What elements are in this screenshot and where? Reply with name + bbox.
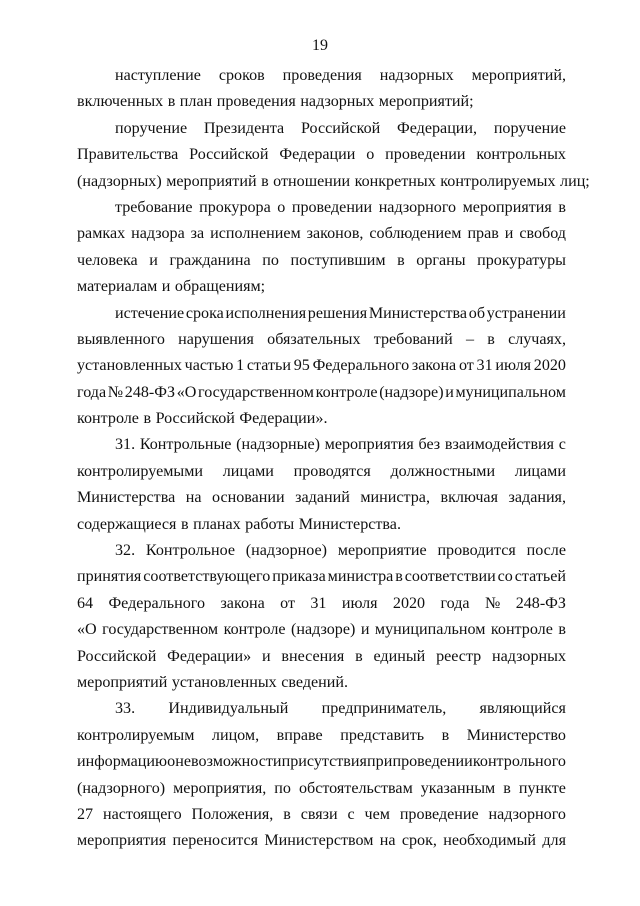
text-line: (надзорного) мероприятия, по обстоятельствам указанным в пункте: [77, 779, 566, 797]
text-line: информацию о невозможности присутствия при проведении контрольного: [77, 753, 566, 771]
paragraph-p6: [77, 538, 566, 696]
text-line: контролируемыми лицами проводятся должностными лицами: [77, 462, 566, 480]
paragraph-p2: [77, 116, 590, 195]
paragraph-p7: [77, 696, 566, 854]
page-number: 19: [312, 37, 328, 54]
text-line: установленных частью 1 статьи 95 Федерального закона от 31 июля 2020: [77, 357, 566, 375]
text-line: 32. Контрольное (надзорное) мероприятие проводится после: [115, 542, 566, 560]
text-line: поручение Президента Российской Федерации, поручение: [115, 119, 566, 137]
text-line: контролируемым лицом, вправе представить в Министерство: [77, 726, 566, 744]
text-line: Российской Федерации» и внесения в единый реестр надзорных: [77, 647, 566, 665]
text-line: Правительства Российской Федерации о проведении контрольных: [77, 146, 566, 164]
text-line: требование прокурора о проведении надзорного мероприятия в: [115, 198, 566, 216]
text-line: контроле в Российской Федерации».: [77, 410, 328, 428]
paragraph-p4: [77, 301, 566, 433]
paragraph-p5: [77, 432, 566, 538]
text-line: включенных в план проведения надзорных мероприятий;: [77, 93, 474, 111]
text-line: принятия соответствующего приказа министра в соответствии со статьей: [77, 568, 566, 586]
text-line: содержащиеся в планах работы Министерства.: [77, 515, 401, 533]
text-line: 33. Индивидуальный предприниматель, являющийся: [115, 700, 566, 718]
text-line: 31. Контрольные (надзорные) мероприятия без взаимодействия с: [115, 436, 566, 454]
text-line: выявленного нарушения обязательных требований – в случаях,: [77, 330, 566, 348]
text-line: «О государственном контроле (надзоре) и муниципальном контроле в: [77, 621, 566, 639]
text-line: мероприятия переносится Министерством на срок, необходимый для: [77, 832, 566, 850]
text-line: года № 248-ФЗ «О государственном контроле (надзоре) и муниципальном: [77, 383, 566, 401]
text-line: наступление сроков проведения надзорных мероприятий,: [115, 67, 566, 84]
text-line: мероприятий установленных сведений.: [77, 673, 349, 691]
paragraph-p3: [77, 195, 566, 301]
text-line: Министерства на основании заданий министра, включая задания,: [77, 489, 566, 507]
text-line: (надзорных) мероприятий в отношении конкретных контролируемых лиц;: [77, 172, 590, 190]
text-line: материалам и обращениям;: [77, 278, 266, 296]
text-line: 27 настоящего Положения, в связи с чем проведение надзорного: [77, 805, 566, 823]
paragraph-p1: [77, 63, 566, 116]
text-line: рамках надзора за исполнением законов, соблюдением прав и свобод: [77, 225, 566, 243]
text-line: истечение срока исполнения решения Министерства об устранении: [115, 304, 566, 322]
text-line: 64 Федерального закона от 31 июля 2020 года № 248-ФЗ: [77, 594, 566, 612]
text-line: человека и гражданина по поступившим в органы прокуратуры: [77, 251, 566, 269]
document-body: [77, 63, 590, 855]
